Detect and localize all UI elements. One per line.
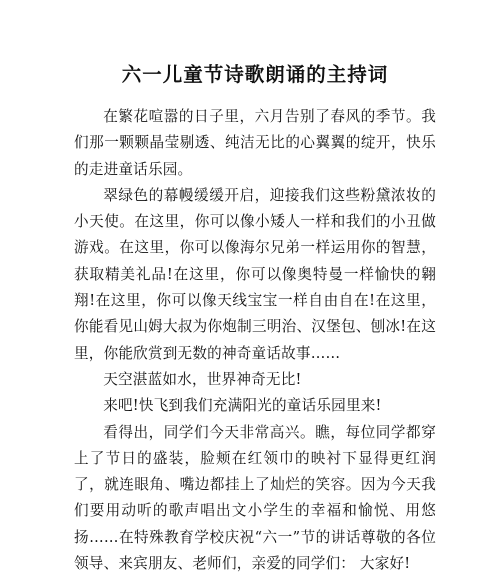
paragraph-2: 翠绿色的幕幔缓缓开启，迎接我们这些粉黛浓妆的小天使。在这里，你可以像小矮人一样和我们的小丑做游戏。在这里，你可以像海尔兄弟一样运用你的智慧，获取精美礼品!在这里，你可以像奥特曼一样愉快的翱翔!在这里，你可以像天线宝宝一样自由自在!在这里，你能看见山姆大叔为你炮制三明治、汉堡包、刨冰!在这里，你能欣赏到无数的神奇童话故事…… [74,186,436,362]
paragraph-3: 天空湛蓝如水，世界神奇无比! [103,370,302,388]
document-title: 六一儿童节诗歌朗诵的主持词 [121,63,389,86]
paragraph-1: 在繁花喧嚣的日子里，六月告别了春风的季节。我们那一颗颗晶莹剔透、纯洁无比的心翼翼的绽开，快乐的走进童话乐园。 [74,108,436,178]
paragraph-4: 来吧!快飞到我们充满阳光的童话乐园里来! [103,397,382,415]
paragraph-5: 看得出，同学们今天非常高兴。瞧，每位同学都穿上了节日的盛装，脸颊在红领巾的映衬下显得更红润了，就连眼角、嘴边都挂上了灿烂的笑容。因为今天我们要用动听的歌声唱出文小学生的幸福和愉悦、用悠扬……在特殊教育学校庆祝“六一”节的讲话尊敬的各位领导、来宾朋友、老师们，亲爱的同学们： 大家好! [74,423,436,573]
